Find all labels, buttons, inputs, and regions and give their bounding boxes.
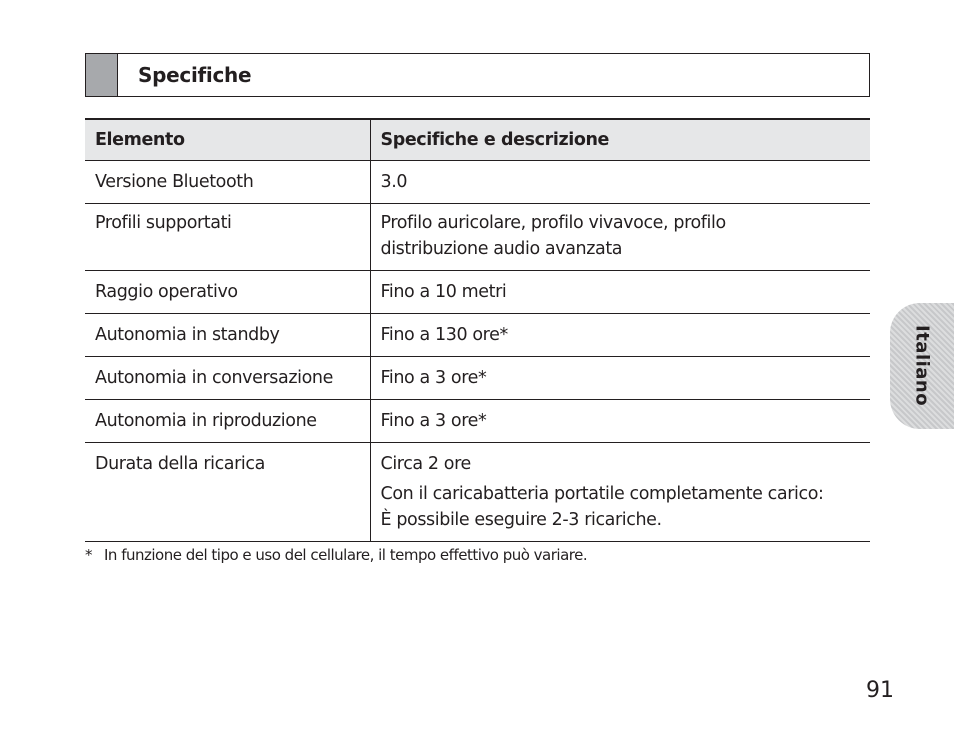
footnote-text: In funzione del tipo e uso del cellulare, il tempo effettivo può variare. (104, 546, 588, 564)
row-item: Durata della ricarica (85, 443, 370, 542)
footnote-marker: * (85, 546, 92, 564)
row-value-line: Circa 2 ore (380, 454, 471, 474)
row-item: Versione Bluetooth (85, 161, 370, 204)
row-value (370, 314, 870, 357)
row-value (370, 400, 870, 443)
row-value (370, 357, 870, 400)
row-value-line: È possibile eseguire 2-3 ricariche. (380, 510, 662, 530)
table-row (85, 400, 870, 443)
column-header-item: Elemento (85, 119, 370, 161)
row-value-line: Fino a 130 ore* (380, 325, 508, 345)
table-row (85, 204, 870, 271)
row-item: Autonomia in riproduzione (85, 400, 370, 443)
row-value-line: Fino a 3 ore* (380, 411, 487, 431)
section-title: Specifiche (138, 63, 252, 87)
row-item: Raggio operativo (85, 271, 370, 314)
row-value-line: 3.0 (380, 172, 408, 192)
row-item: Autonomia in standby (85, 314, 370, 357)
row-value-line: Profilo auricolare, profilo vivavoce, profilo (380, 213, 726, 233)
table-row (85, 443, 870, 542)
table-row (85, 271, 870, 314)
row-value-line: Con il caricabatteria portatile completamente carico: (380, 484, 824, 504)
footnote (85, 546, 587, 564)
row-item: Autonomia in conversazione (85, 357, 370, 400)
row-value (370, 204, 870, 271)
row-value-line: distribuzione audio avanzata (380, 239, 623, 259)
row-value (370, 161, 870, 204)
row-value-line: Fino a 10 metri (380, 282, 507, 302)
table-row (85, 314, 870, 357)
row-item: Profili supportati (85, 204, 370, 271)
spec-table (85, 118, 870, 542)
page-number: 91 (866, 678, 894, 703)
table-header-row (85, 119, 870, 161)
table-row (85, 161, 870, 204)
language-tab-label: Italiano (911, 325, 933, 407)
table-row (85, 357, 870, 400)
language-tab (890, 303, 954, 429)
column-header-description: Specifiche e descrizione (380, 130, 609, 150)
row-value (370, 443, 870, 542)
row-value-line: Fino a 3 ore* (380, 368, 487, 388)
section-header (85, 53, 870, 97)
row-value (370, 271, 870, 314)
section-marker-block (86, 54, 118, 96)
